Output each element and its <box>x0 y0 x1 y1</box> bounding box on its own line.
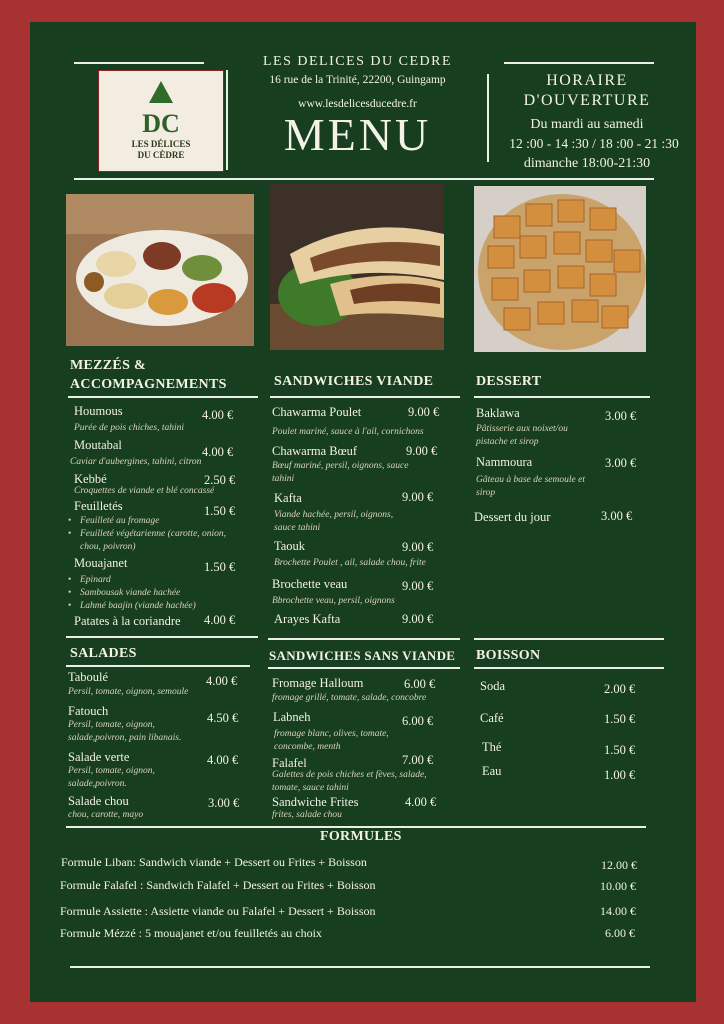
restaurant-logo <box>98 70 224 172</box>
header-rule-left <box>74 62 204 64</box>
boisson-top-rule <box>474 638 664 640</box>
item-baklawa-price: 3.00 € <box>605 409 637 423</box>
item-labneh-price: 6.00 € <box>402 714 434 728</box>
item-nammoura-name: Nammoura <box>476 455 533 469</box>
item-nammoura-price: 3.00 € <box>605 456 637 470</box>
item-fatouch-price: 4.50 € <box>207 711 239 725</box>
hours-title-line1: HORAIRE <box>546 72 628 89</box>
header-rule-right <box>504 62 654 64</box>
item-halloum-name: Fromage Halloum <box>272 676 364 690</box>
item-taouk-desc: Brochette Poulet , ail, salade chou, frite <box>274 558 426 568</box>
hours-times: 12 :00 - 14 :30 / 18 :00 - 21 :30 <box>509 136 679 151</box>
sans-viande-rule <box>268 667 460 669</box>
salades-top-rule <box>66 636 258 638</box>
logo-line-1: LES DÉLICES <box>131 139 191 149</box>
cedar-tree-icon <box>149 81 173 103</box>
item-falafel-name: Falafel <box>272 756 307 770</box>
mezze-platter-photo <box>66 194 254 346</box>
item-patates-name: Patates à la coriandre <box>74 614 181 628</box>
formule-liban-price: 12.00 € <box>601 858 637 872</box>
mezzes-title-line2: ACCOMPAGNEMENTS <box>70 377 227 392</box>
item-chawarma-poulet-price: 9.00 € <box>408 405 440 419</box>
chawarma-wrap-image <box>270 184 444 350</box>
item-dessert-du-jour-price: 3.00 € <box>601 509 633 523</box>
item-eau-price: 1.00 € <box>604 768 636 782</box>
item-kebbe-price: 2.50 € <box>204 473 236 487</box>
boisson-title: BOISSON <box>476 648 541 663</box>
footer-rule <box>70 966 650 968</box>
item-soda-name: Soda <box>480 679 505 693</box>
item-eau-name: Eau <box>482 764 502 778</box>
item-sandwiche-frites-price: 4.00 € <box>405 795 437 809</box>
item-halloum-desc: fromage grillé, tomate, salade, concobre <box>272 693 427 703</box>
sandwiches-viande-rule <box>270 396 460 398</box>
item-arayes-kafta-price: 9.00 € <box>402 612 434 626</box>
formule-assiette-price: 14.00 € <box>600 904 636 918</box>
item-the-price: 1.50 € <box>604 743 636 757</box>
item-brochette-veau-name: Brochette veau <box>272 577 348 591</box>
namoura-dessert-image <box>474 186 646 352</box>
item-labneh-name: Labneh <box>273 710 311 724</box>
item-nammoura-desc: Gâteau à base de semoule et sirop <box>476 475 585 498</box>
item-kafta-price: 9.00 € <box>402 490 434 504</box>
item-brochette-veau-price: 9.00 € <box>402 579 434 593</box>
item-moutabal-desc: Caviar d'aubergines, tahini, citron <box>70 457 202 467</box>
item-taboule-price: 4.00 € <box>206 674 238 688</box>
item-salade-verte-price: 4.00 € <box>207 753 239 767</box>
item-arayes-kafta-name: Arayes Kafta <box>274 612 341 626</box>
item-kafta-desc: Viande hachée, persil, oignons, sauce tahini <box>274 510 394 533</box>
item-patates-price: 4.00 € <box>204 613 236 627</box>
menu-title: MENU <box>283 109 432 160</box>
formule-liban-name: Formule Liban: Sandwich viande + Dessert ou Frites + Boisson <box>61 855 367 869</box>
item-salade-verte-desc: Persil, tomate, oignon, salade,poivron. <box>68 766 155 789</box>
logo-initials: DC <box>142 109 180 138</box>
item-chawarma-boeuf-price: 9.00 € <box>406 444 438 458</box>
hours-sunday: dimanche 18:00-21:30 <box>523 156 651 171</box>
chawarma-wrap-photo <box>270 184 444 350</box>
logo-line-2: DU CÈDRE <box>137 150 185 160</box>
item-moutabal-name: Moutabal <box>74 438 122 452</box>
item-mouajanet-name: Mouajanet <box>74 556 128 570</box>
namoura-dessert-photo <box>474 186 646 352</box>
item-falafel-price: 7.00 € <box>402 753 434 767</box>
mezzes-rule <box>68 396 258 398</box>
item-kafta-name: Kafta <box>274 491 302 505</box>
item-feuilletes-price: 1.50 € <box>204 504 236 518</box>
sans-viande-top-rule <box>268 638 460 640</box>
item-falafel-desc: Galettes de pois chiches et fèves, salade, tomate, sauce tahini <box>272 770 427 793</box>
formule-mezze-price: 6.00 € <box>605 926 635 940</box>
item-baklawa-desc: Pâtisserie aux noixet/ou pistache et sirop <box>476 424 568 447</box>
item-taouk-name: Taouk <box>274 539 306 553</box>
item-mouajanet-price: 1.50 € <box>204 560 236 574</box>
item-taouk-price: 9.00 € <box>402 540 434 554</box>
item-fatouch-name: Fatouch <box>68 704 109 718</box>
boisson-rule <box>474 667 664 669</box>
item-feuilletes-name: Feuilletés <box>74 499 123 513</box>
item-salade-chou-price: 3.00 € <box>208 796 240 810</box>
header-divider-left <box>226 70 228 170</box>
sans-viande-title: SANDWICHES SANS VIANDE <box>269 648 456 663</box>
item-chawarma-boeuf-desc: Bœuf mariné, persil, oignons, sauce tahini <box>272 461 409 484</box>
item-cafe-name: Café <box>480 711 504 725</box>
mouajanet-option-3: • Lahmé baajin (viande hachée) <box>68 600 196 613</box>
restaurant-name: LES DELICES DU CEDRE <box>262 54 453 69</box>
item-fatouch-desc: Persil, tomate, oignon, salade,poivron, pain libanais. <box>68 720 182 743</box>
mezzes-title-line1: MEZZÉS & <box>70 358 146 373</box>
salades-title: SALADES <box>70 646 137 661</box>
header-divider-right <box>487 74 489 162</box>
website-link[interactable]: www.lesdelicesducedre.fr <box>298 98 417 110</box>
item-kebbe-desc: Croquettes de viande et blé concassé <box>74 486 215 496</box>
formules-title: FORMULES <box>320 829 402 844</box>
item-brochette-veau-desc: Bbrochette veau, persil, oignons <box>272 596 395 606</box>
formule-mezze-name: Formule Mézzé : 5 mouajanet et/ou feuilletés au choix <box>60 926 322 940</box>
item-the-name: Thé <box>482 740 502 754</box>
hours-title-line2: D'OUVERTURE <box>523 92 651 109</box>
item-halloum-price: 6.00 € <box>404 677 436 691</box>
item-salade-chou-name: Salade chou <box>68 794 129 808</box>
item-houmous-desc: Purée de pois chiches, tahini <box>74 423 185 433</box>
item-sandwiche-frites-desc: frites, salade chou <box>272 810 342 820</box>
formule-falafel-price: 10.00 € <box>600 879 636 893</box>
dessert-title: DESSERT <box>476 374 542 389</box>
dessert-rule <box>474 396 650 398</box>
feuilletes-option-2: • Feuilleté végétarienne (carotte, onion, chou, poivron) <box>68 528 240 554</box>
item-taboule-name: Taboulé <box>68 670 109 684</box>
feuilletes-option-1: • Feuilleté au fromage <box>68 515 250 528</box>
item-cafe-price: 1.50 € <box>604 712 636 726</box>
item-salade-verte-name: Salade verte <box>68 750 130 764</box>
sandwiches-viande-title: SANDWICHES VIANDE <box>274 374 434 389</box>
header-rule-bottom <box>74 178 654 180</box>
item-labneh-desc: fromage blanc, olives, tomate, concombe, menth <box>274 729 389 752</box>
item-taboule-desc: Persil, tomate, oignon, semoule <box>68 687 189 697</box>
salades-rule <box>66 665 250 667</box>
item-kebbe-name: Kebbé <box>74 472 107 486</box>
mouajanet-option-2: • Sambousak viande hachée <box>68 587 180 600</box>
item-chawarma-poulet-desc: Poulet mariné, sauce à l'ail, cornichons <box>272 427 424 437</box>
item-sandwiche-frites-name: Sandwiche Frites <box>272 795 359 809</box>
formule-falafel-name: Formule Falafel : Sandwich Falafel + Dessert ou Frites + Boisson <box>60 878 376 892</box>
item-chawarma-boeuf-name: Chawarma Bœuf <box>272 444 358 458</box>
mouajanet-option-1: • Epinard <box>68 574 111 587</box>
restaurant-address: 16 rue de la Trinité, 22200, Guingamp <box>269 74 446 86</box>
hours-days: Du mardi au samedi <box>530 117 644 132</box>
item-houmous-name: Houmous <box>74 404 123 418</box>
item-houmous-price: 4.00 € <box>202 408 234 422</box>
menu-board <box>30 22 696 1002</box>
item-baklawa-name: Baklawa <box>476 406 520 420</box>
item-soda-price: 2.00 € <box>604 682 636 696</box>
formules-top-rule <box>66 826 646 828</box>
item-dessert-du-jour-name: Dessert du jour <box>474 510 551 524</box>
mezze-platter-image <box>66 194 254 346</box>
item-chawarma-poulet-name: Chawarma Poulet <box>272 405 362 419</box>
formule-assiette-name: Formule Assiette : Assiette viande ou Falafel + Dessert + Boisson <box>60 904 376 918</box>
item-moutabal-price: 4.00 € <box>202 445 234 459</box>
item-salade-chou-desc: chou, carotte, mayo <box>68 810 144 820</box>
